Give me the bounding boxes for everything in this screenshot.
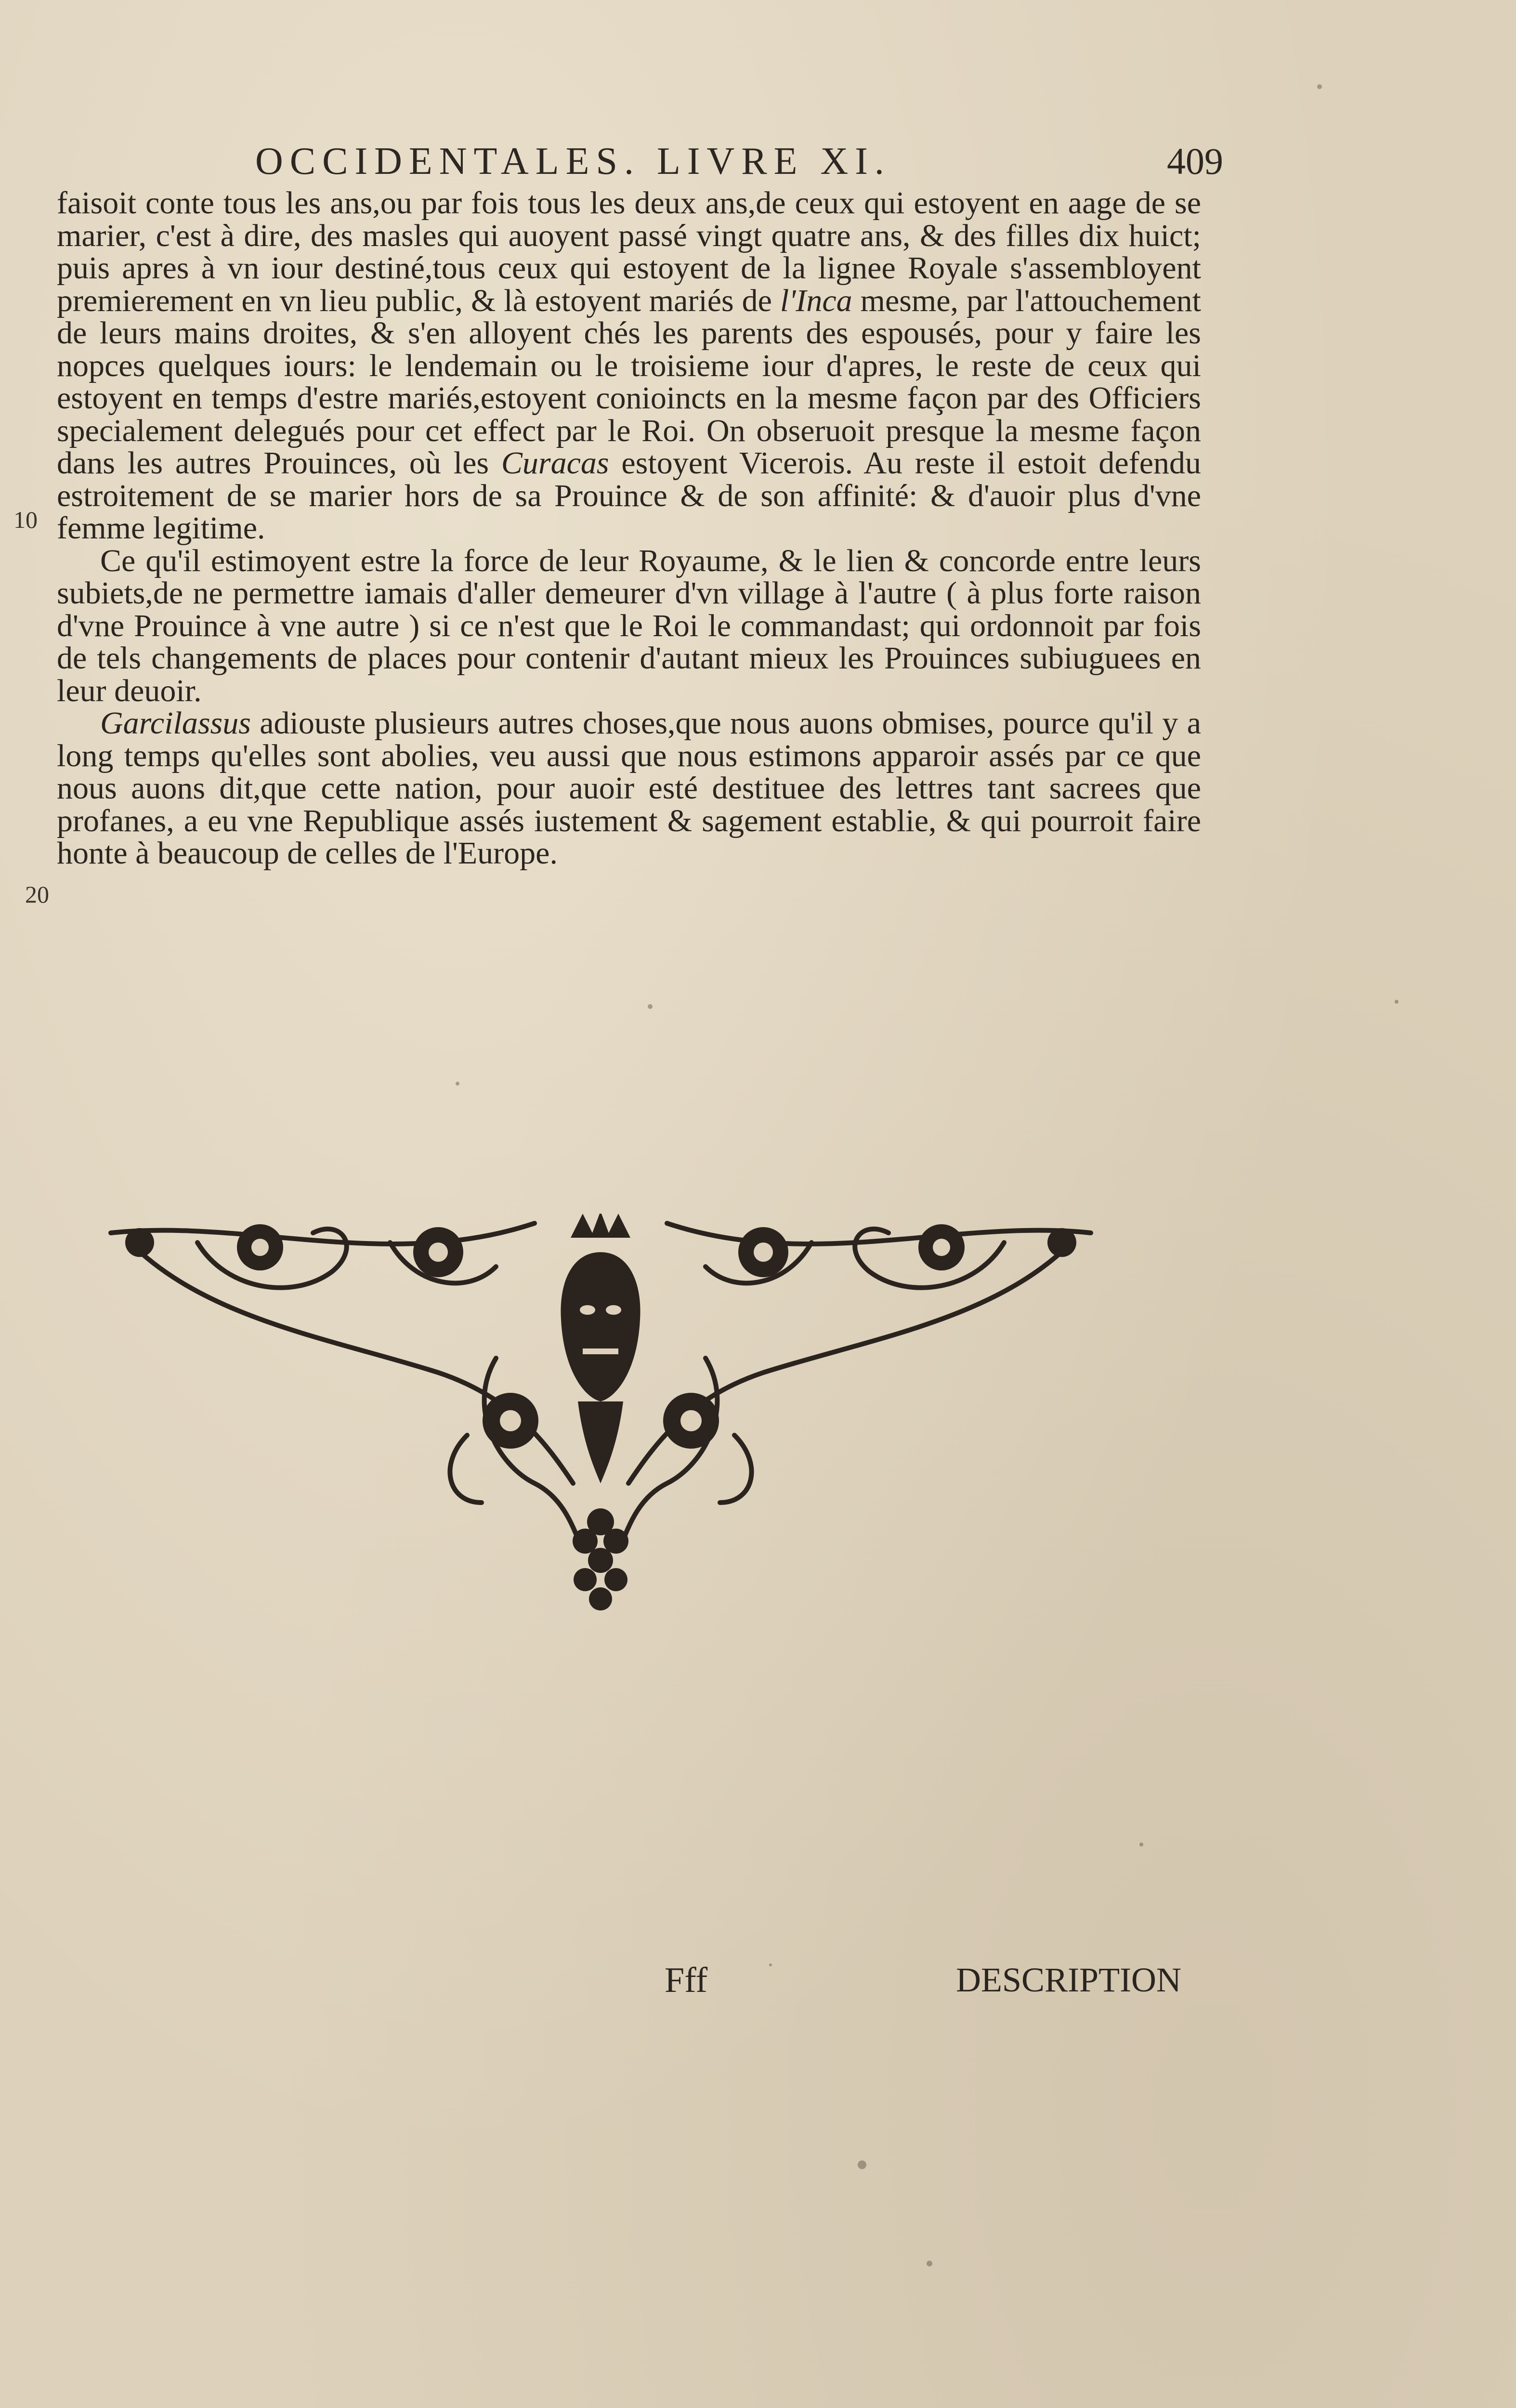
paragraph-2: Ce qu'il estimoyent estre la force de leur Royaume, & le lien & concorde entre leurs subiets,de ne permettre iamais d'aller demeurer d'vn village à l'autre ( à plus forte raison d'vne Prouince à vne autre ) si ce n'est que le Roi le commandast; qui ordonnoit par fois de tels changements de places pour contenir d'autant mieux les Prouinces subiuguees en leur deuoir. (57, 543, 1201, 708)
catchword: DESCRIPTION (956, 1961, 1182, 1999)
italic-term-curacas: Curacas (501, 445, 609, 481)
line-number-20: 20 (25, 881, 49, 908)
line-number-10: 10 (13, 506, 38, 533)
paragraph-3: Garcilassus adiouste plusieurs autres choses,que nous auons obmises, pource qu'il y a long temps qu'elles sont abolies, veu aussi que nous estimons apparoir assés par ce que nous auons dit,que cette nation, pour auoir esté destituee des lettres tant sacrees que profanes, a eu vne Republique assés iustement & sagement establie, & qui pourroit faire honte à beaucoup de celles de l'Europe. (57, 706, 1201, 871)
main-text (57, 187, 1201, 870)
woodcut-ornament (101, 1214, 1100, 1633)
running-title: OCCIDENTALES. LIVRE XI. (255, 140, 891, 183)
italic-term-inca: l'Inca (780, 283, 852, 318)
page-number: 409 (1167, 140, 1223, 182)
italic-author-name: Garcilassus (100, 706, 251, 741)
signature-mark: Fff (665, 1961, 708, 2000)
paragraph-1: faisoit conte tous les ans,ou par fois tous les deux ans,de ceux qui estoyent en aage de se marier, c'est à dire, des masles qui auoyent passé vingt quatre ans, & des filles dix huict; puis apres à vn iour destiné,tous ceux qui estoyent de la lignee Royale s'assembloyent premierement en vn lieu public, & là estoyent mariés de l'Inca mesme, par l'attouchement de leurs mains droites, & s'en alloyent chés les parents des espousés, pour y faire les nopces quelques iours: le lendemain ou le troisieme iour d'apres, le reste de ceux qui estoyent en temps d'estre mariés,estoyent conioincts en la mesme façon par des Officiers specialement delegués pour cet effect par le Roi. On obseruoit presque la mesme façon dans les autres Prouinces, où les Curacas estoyent Vicerois. Au reste il estoit defendu estroitement de se marier hors de sa Prouince & de son affinité: & d'auoir plus d'vne femme legitime. (57, 185, 1201, 546)
page-header (255, 140, 1223, 193)
